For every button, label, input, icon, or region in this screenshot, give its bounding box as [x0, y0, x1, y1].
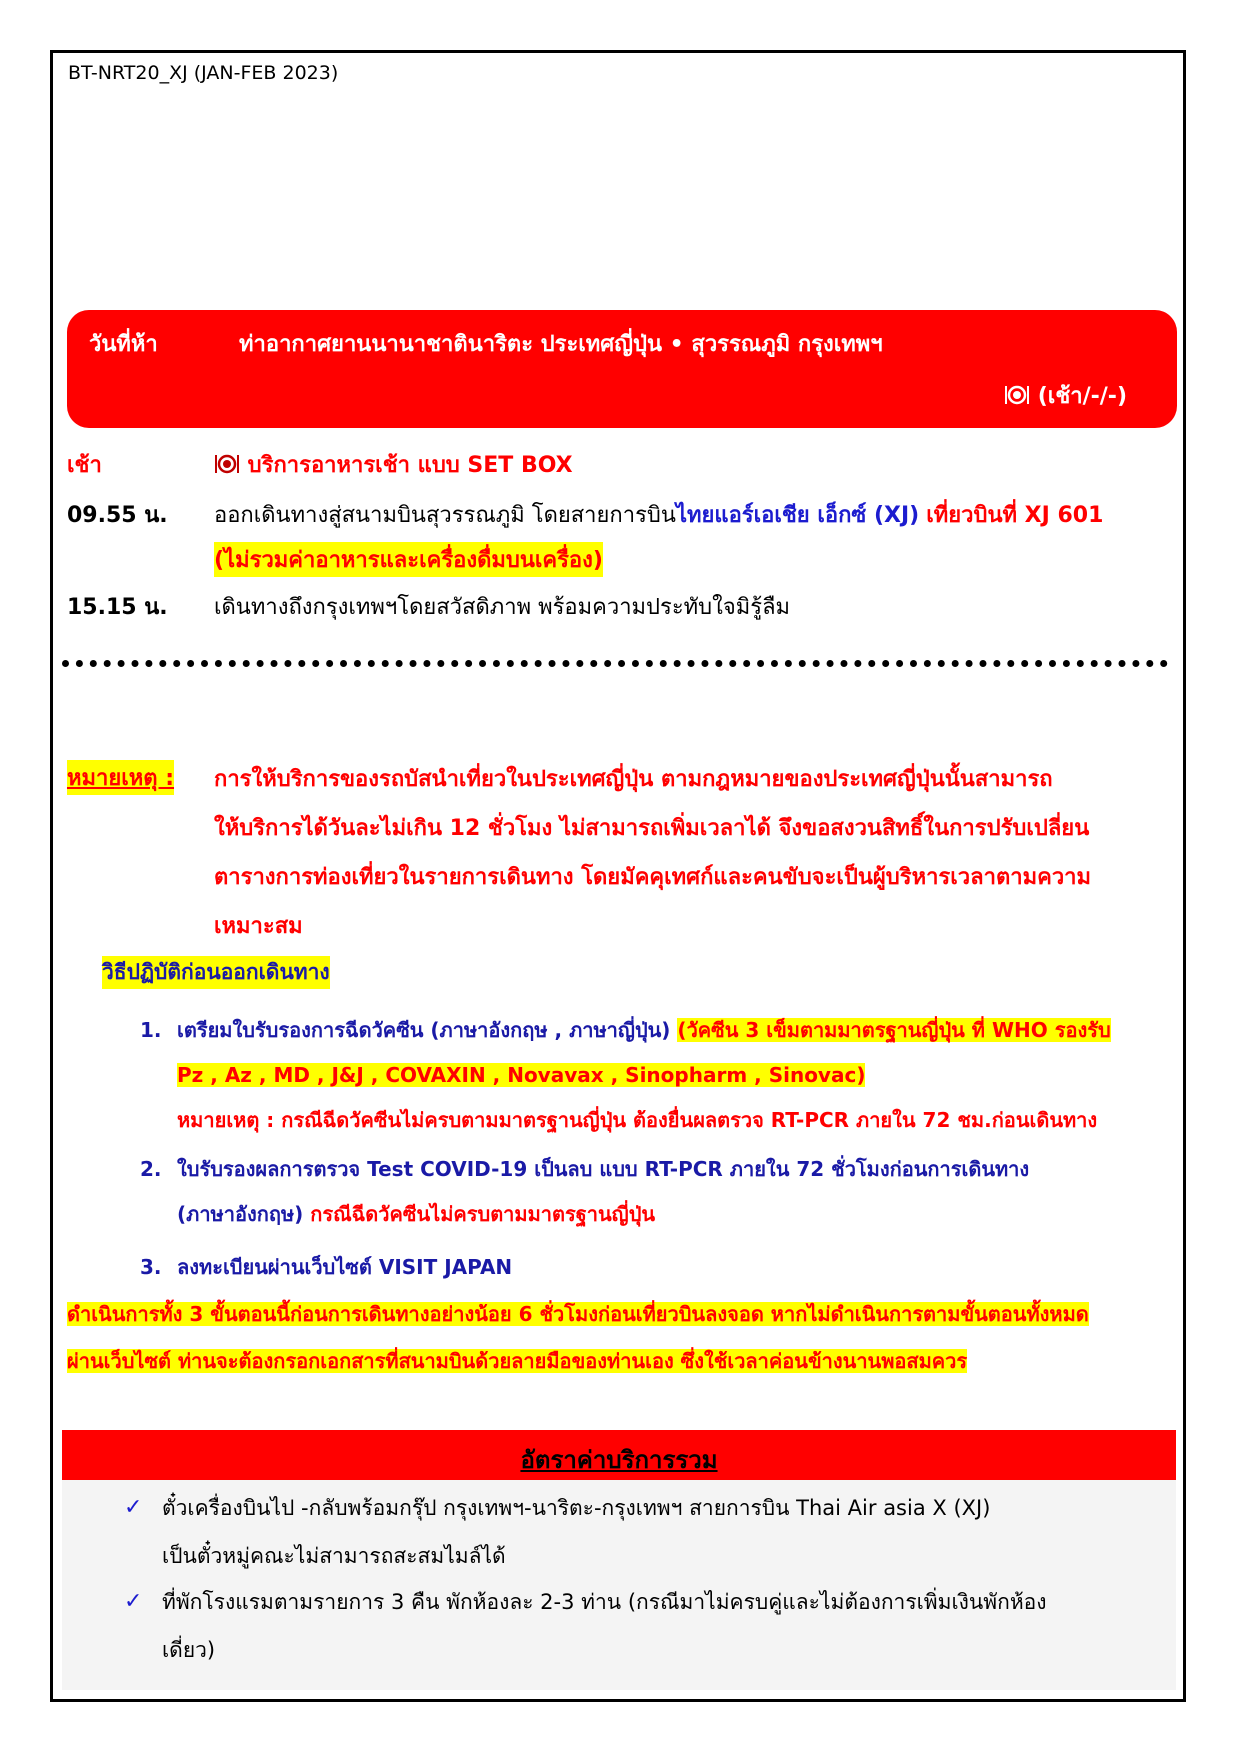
depart-note: (ไม่รวมค่าอาหารและเครื่องดื่มบนเครื่อง) — [214, 542, 603, 577]
day-title: ท่าอากาศยานนานาชาตินาริตะ ประเทศญี่ปุ่น • สุวรรณภูมิ กรุงเทพฯ — [239, 332, 883, 357]
remark-line: ตารางการท่องเที่ยวในรายการเดินทาง โดยมัคคุเทศก์และคนขับจะเป็นผู้บริหารเวลาตามความ — [214, 865, 1092, 890]
depart-text: ออกเดินทางสู่สนามบินสุวรรณภูมิ โดยสายการบิน — [214, 503, 676, 528]
section-divider — [62, 660, 1168, 667]
utensils-plate-icon — [1004, 384, 1038, 409]
remark-line: การให้บริการของรถบัสนำเที่ยวในประเทศญี่ปุ่น ตามกฎหมายของประเทศญี่ปุ่นนั้นสามารถ — [214, 767, 1053, 792]
arrive-time: 15.15 น. — [67, 595, 168, 620]
meals-text: (เช้า/-/-) — [1037, 384, 1127, 409]
breakfast-row — [214, 447, 573, 482]
utensils-plate-icon — [214, 453, 248, 478]
step-text: เตรียมใบรับรองการฉีดวัคซีน (ภาษาอังกฤษ , ภาษาญี่ปุ่น) — [177, 1018, 671, 1042]
step-number: 2. — [140, 1157, 162, 1181]
day-meals — [1004, 378, 1127, 413]
vaccine-requirement: (วัคซีน 3 เข็มตามมาตรฐานญี่ปุ่น ที่ WHO รองรับ — [677, 1018, 1111, 1042]
airline-name: ไทยแอร์เอเชีย เอ็กซ์ (XJ) — [675, 503, 920, 528]
step-note: หมายเหตุ : กรณีฉีดวัคซีนไม่ครบตามมาตรฐานญี่ปุ่น ต้องยื่นผลตรวจ RT-PCR ภายใน 72 ชม.ก่อนเดินทาง — [177, 1108, 1098, 1132]
remark-label: หมายเหตุ : — [67, 760, 174, 795]
rates-title: อัตราค่าบริการรวม — [520, 1446, 718, 1474]
depart-time: 09.55 น. — [67, 503, 168, 528]
step-number: 1. — [140, 1018, 162, 1042]
day-banner — [67, 310, 1177, 428]
step-condition: กรณีฉีดวัคซีนไม่ครบตามมาตรฐานญี่ปุ่น — [303, 1202, 656, 1226]
conclusion-line: ผ่านเว็บไซต์ ท่านจะต้องกรอกเอกสารที่สนามบินด้วยลายมือของท่านเอง ซึ่งใช้เวลาค่อนข้างนานพอสมควร — [67, 1349, 968, 1373]
rates-banner — [62, 1430, 1176, 1480]
breakfast-time: เช้า — [67, 453, 102, 478]
procedures-title: วิธีปฏิบัติก่อนออกเดินทาง — [102, 956, 330, 989]
arrive-text: เดินทางถึงกรุงเทพฯโดยสวัสดิภาพ พร้อมความประทับใจมิรู้ลืม — [214, 595, 791, 620]
included-text: เป็นตั๋วหมู่คณะไม่สามารถสะสมไมล์ได้ — [162, 1544, 506, 1568]
check-icon: ✓ — [124, 1495, 143, 1520]
vaccine-list: Pz , Az , MD , J&J , COVAXIN , Novavax , Sinopharm , Sinovac) — [177, 1063, 866, 1087]
procedures-conclusion — [67, 1291, 1177, 1385]
conclusion-line: ดำเนินการทั้ง 3 ขั้นตอนนี้ก่อนการเดินทางอย่างน้อย 6 ชั่วโมงก่อนเที่ยวบินลงจอด หากไม่ดำเนินการตามขั้นตอนทั้งหมด — [67, 1302, 1089, 1326]
depart-row — [214, 497, 1174, 532]
included-text: ตั๋วเครื่องบินไป -กลับพร้อมกรุ๊ป กรุงเทพฯ-นาริตะ-กรุงเทพฯ สายการบิน Thai Air asia X (XJ) — [162, 1496, 991, 1520]
remark-line: ให้บริการได้วันละไม่เกิน 12 ชั่วโมง ไม่สามารถเพิ่มเวลาได้ จึงขอสงวนสิทธิ์ในการปรับเปลี่ยน — [214, 816, 1090, 841]
remark-body — [214, 755, 1174, 951]
remark-line: เหมาะสม — [214, 914, 303, 939]
tour-code: BT-NRT20_XJ (JAN-FEB 2023) — [68, 62, 339, 84]
step-text: ใบรับรองผลการตรวจ Test COVID-19 เป็นลบ แบบ RT-PCR ภายใน 72 ชั่วโมงก่อนการเดินทาง — [177, 1157, 1030, 1181]
step-text: ลงทะเบียนผ่านเว็บไซต์ VISIT JAPAN — [177, 1255, 513, 1279]
step-language: (ภาษาอังกฤษ) — [177, 1202, 304, 1226]
flight-number: เที่ยวบินที่ XJ 601 — [926, 503, 1104, 528]
included-text: ที่พักโรงแรมตามรายการ 3 คืน พักห้องละ 2-3 ท่าน (กรณีมาไม่ครบคู่และไม่ต้องการเพิ่มเงินพักห้อง — [162, 1590, 1047, 1614]
step-number: 3. — [140, 1255, 162, 1279]
breakfast-text: บริการอาหารเช้า แบบ SET BOX — [247, 453, 573, 478]
included-text: เดี่ยว) — [162, 1638, 216, 1662]
day-label: วันที่ห้า — [89, 332, 158, 357]
check-icon: ✓ — [124, 1589, 143, 1614]
